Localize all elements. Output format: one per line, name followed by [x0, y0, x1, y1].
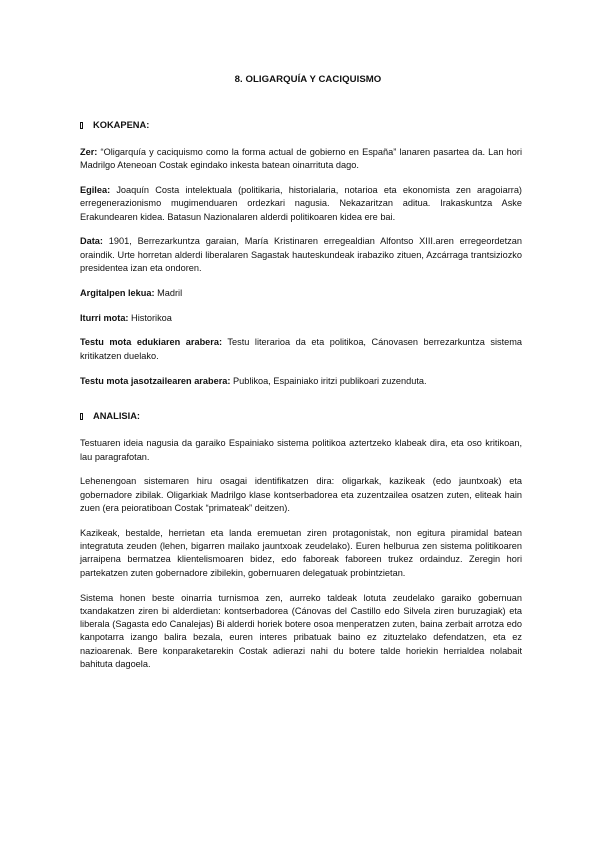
analisia-paragraph: Testuaren ideia nagusia da garaiko Espainiako sistema politikoa aztertzeko klabeak dira, eta oso kritikoan, lau paragrafotan. [80, 438, 522, 462]
item-text: Testu literarioa da eta politikoa, Cánovasen berrezarkuntza sistema kritikatzen duelako. [80, 337, 523, 361]
item-text: Madril [154, 287, 183, 298]
kokapena-item-data [80, 235, 522, 275]
item-label: Argitalpen lekua: [80, 287, 155, 298]
kokapena-item-egilea [80, 184, 522, 224]
item-text: “Oligarquía y caciquismo como la forma actual de gobierno en España” lanaren pasartea da. Lan hori Madrilgo Ateneoan Costak egindako inkesta batean oinarrituta dago. [80, 147, 522, 171]
item-text: Historikoa [128, 312, 172, 323]
section-heading-analisia [80, 411, 522, 421]
kokapena-item-zer [80, 146, 522, 173]
item-label: Iturri mota: [80, 312, 129, 323]
section-spacer [80, 399, 522, 411]
analisia-paragraph: Kazikeak, bestalde, herrietan eta landa eremuetan ziren protagonistak, non egitura piramidal batean integratuta zeuden (lehen, bigarren mailako jauntxoak zeudelako). Euren helburua zen sistema politikoaren jarraipena bermatzea klientelismoaren bidez, edo faboreak faboreen trukez ordainduz. Zeregin hori partekatzen zuten gobernadore zibilekin, gobernuaren delegatuak probintzietan. [80, 527, 522, 578]
kokapena-item-argitalpen-lekua [80, 287, 522, 300]
document-title: 8. OLIGARQUÍA Y CACIQUISMO [234, 74, 382, 85]
item-text: Joaquín Costa intelektuala (politikaria, historialaria, notarioa eta ekonomista zen aragoiarra) erregenerazionismo mugimenduaren ordezkari nagusia. Nekazaritzan aditua. Irakaskuntza Aske Erakundearen kidea. Batasun Nazionalaren alderdi politikoaren kidea ere bai. [80, 185, 522, 222]
section-heading-kokapena [80, 120, 522, 130]
section-heading-label: KOKAPENA: [93, 120, 150, 130]
kokapena-item-iturri-mota [80, 312, 522, 325]
square-bullet-icon [80, 413, 83, 420]
item-label: Egilea: [80, 185, 111, 196]
item-text: Publikoa, Espainiako iritzi publikoari zuzenduta. [230, 375, 427, 386]
analisia-paragraph: Lehenengoan sistemaren hiru osagai identifikatzen dira: oligarkak, kazikeak (edo jauntxoak) eta gobernadore zibilak. Oligarkiak Madrilgo klase kontserbadorea eta zuzentzailea osatzen zuten, eliteak hain zuen (era peioratiboan Costak “primateak” deitzen). [80, 476, 522, 514]
kokapena-item-testu-mota-edukia [80, 336, 522, 363]
item-text: 1901, Berrezarkuntza garaian, María Kristinaren erregealdian Alfontso XIII.aren erregeordetzan oraindik. Urte horretan alderdi liberalaren Sagastak hauteskundeak irabaziko zituen, Azcárraga trantsiziozko presidentea izan eta ondoren. [80, 236, 522, 274]
square-bullet-icon [80, 122, 83, 129]
analisia-paragraph: Sistema honen beste oinarria turnismoa zen, aurreko taldeak lotuta zeudelako garaiko gobernuan txandakatzen ziren bi alderdietan: kontserbadorea (Cánovas del Castillo edo Silvela ziren buruzagiak) eta liberala (Sagasta edo Canalejas) Bi alderdi horiek botere osoa menperatzen zuten, baina zerbait arrotza edo kanpotarra izango balira bezala, euren interes pribatuak baino ez zituztelako defendatzen, eta ez nazioarenak. Bere konparaketarekin Costak adierazi nahi du botere talde horiekin herrialdea nolabait bahituta dagoela. [80, 592, 522, 670]
item-label: Testu mota edukiaren arabera: [80, 337, 223, 348]
item-label: Zer: [80, 147, 98, 157]
item-label: Testu mota jasotzailearen arabera: [80, 375, 231, 386]
kokapena-item-testu-mota-jasotzailea [80, 375, 522, 388]
section-heading-label: ANALISIA: [93, 411, 140, 422]
item-label: Data: [80, 236, 103, 247]
